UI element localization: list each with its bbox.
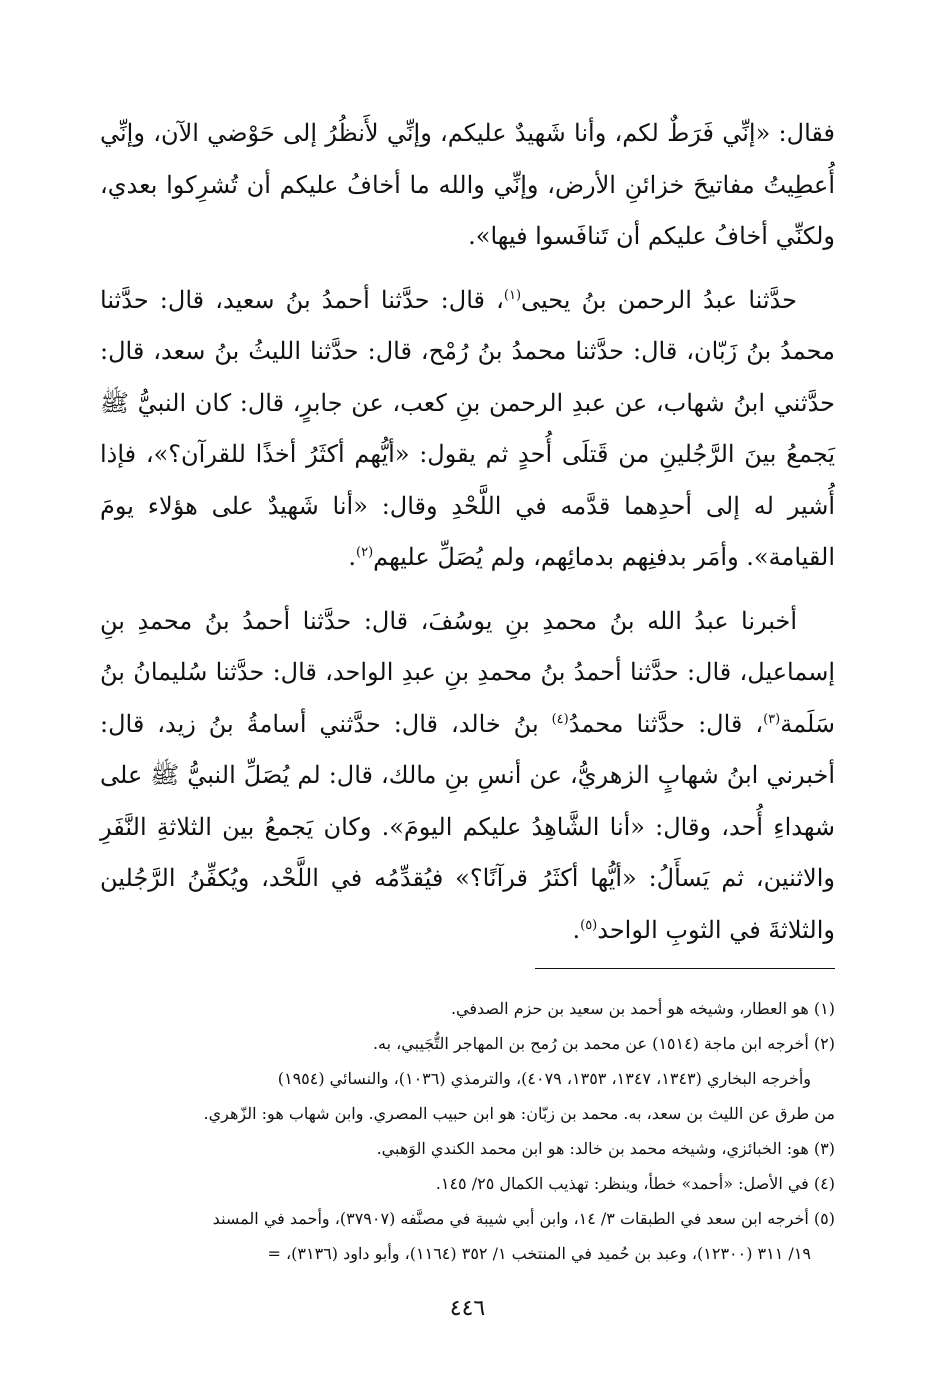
paragraph-2-text-c: . [348, 543, 356, 571]
paragraph-2-text-b: ، قال: حدَّثنا أحمدُ بنُ سعيد، قال: حدَّثنا محمدُ بنُ زَبّان، قال: حدَّثنا محمدُ بنُ رُمْح، قال: حدَّثنا الليثُ بنُ سعد، قال: حدَّثني ابنُ شهاب، عن عبدِ الرحمن بنِ كعب، عن جابرٍ، قال: كان النبيُّ ﷺ يَجمعُ بينَ الرَّجُلينِ من قَتلَى أُحدٍ ثم يقول: «أيُّهم أكثَرُ أخذًا للقرآن؟»، فإذا أُشير له إلى أحدِهما قدَّمه في اللَّحْدِ وقال: «أنا شَهيدٌ على هؤلاء يومَ القيامة». وأمَر بدفنِهم بدمائِهم، ولم يُصَلِّ عليهم [100, 285, 836, 571]
footnote-ref-2: (٢) [356, 545, 374, 560]
footnote-separator [535, 968, 835, 969]
paragraph-3-text-c: بنُ خالد، قال: حدَّثني أسامةُ بنُ زيد، قال: أخبرني ابنُ شهابٍ الزهريُّ، عن أنسِ بنِ مالك، قال: لم يُصَلِّ النبيُّ ﷺ على شهداءِ أُحد، وقال: «أنا الشَّاهِدُ عليكم اليومَ». وكان يَجمعُ بين الثلاثةِ النَّفَرِ والاثنين، ثم يَسأَلُ: «أيُّها أكثَرُ قرآنًا؟» فيُقدِّمُه في اللَّحْد، ويُكفِّنُ الرَّجُلين والثلاثةَ في الثوبِ الواحد [100, 709, 836, 944]
footnote-2-continuation-1: وأخرجه البخاري (١٣٤٣، ١٣٤٧، ١٣٥٣، ٤٠٧٩)، والترمذي (١٠٣٦)، والنسائي (١٩٥٤) [277, 1069, 811, 1088]
footnote-5: (٥) أخرجه ابن سعد في الطبقات ٣/ ١٤، وابن أبي شيبة في مصنَّفه (٣٧٩٠٧)، وأحمد في المسند [212, 1209, 835, 1228]
footnote-5-continuation: ١٩/ ٣١١ (١٢٣٠٠)، وعبد بن حُميد في المنتخب ١/ ٣٥٢ (١١٦٤)، وأبو داود (٣١٣٦)، = [267, 1244, 811, 1263]
footnote-ref-1: (١) [503, 287, 522, 303]
paragraph-2 [100, 275, 835, 584]
footnote-ref-5: (٥) [580, 917, 598, 933]
main-text [100, 108, 835, 956]
paragraph-3-text-d: . [572, 915, 581, 944]
page-number: ٤٤٦ [449, 1296, 486, 1321]
paragraph-3 [100, 596, 835, 957]
footnote-4: (٤) في الأصل: «أحمد» خطأ، وينظر: تهذيب الكمال ٢٥/ ١٤٥. [435, 1174, 835, 1193]
paragraph-3-text-a: أخبرنا عبدُ الله بنُ محمدِ بنِ يوسُفَ، قال: حدَّثنا أحمدُ بنُ محمدِ بنِ إسماعيل، قال: حدَّثنا أحمدُ بنُ محمدِ بنِ عبدِ الواحد، قال: حدَّثنا سُليمانُ بنُ سَلَمة [100, 606, 835, 738]
paragraph-1 [100, 108, 835, 263]
footnote-2: (٢) أخرجه ابن ماجة (١٥١٤) عن محمد بن رُمح بن المهاجر التُّجَيبي، به. [372, 1034, 835, 1053]
footnote-ref-4: (٤) [551, 711, 569, 727]
paragraph-2-text-a: حدَّثنا عبدُ الرحمن بنُ يحيى [521, 285, 797, 314]
footnote-3: (٣) هو: الخبائزي، وشيخه محمد بن خالد: هو ابن محمد الكندي الوَهبي. [376, 1139, 835, 1158]
footnote-1: (١) هو العطار، وشيخه هو أحمد بن سعيد بن حزم الصدفي. [450, 999, 835, 1018]
footnote-ref-3: (٣) [763, 711, 781, 727]
footnotes [100, 991, 835, 1271]
paragraph-3-text-b: ، قال: حدَّثنا محمدُ [568, 709, 764, 738]
paragraph-1-text: فقال: «إنِّي فَرَطٌ لكم، وأنا شَهيدٌ عليكم، وإنِّي لأَنظُرُ إلى حَوْضي الآن، وإنِّي أُعطِيتُ مفاتيحَ خزائنِ الأرض، وإنِّي والله ما أخافُ عليكم أن تُشرِكوا بعدي، ولكنِّي أخافُ عليكم أن تَنافَسوا فيها». [100, 119, 835, 250]
footnote-2-continuation-2: من طرق عن الليث بن سعد، به. محمد بن زبّان: هو ابن حبيب المصري. وابن شهاب هو: الزّهري. [203, 1104, 835, 1123]
book-page [100, 108, 835, 1338]
